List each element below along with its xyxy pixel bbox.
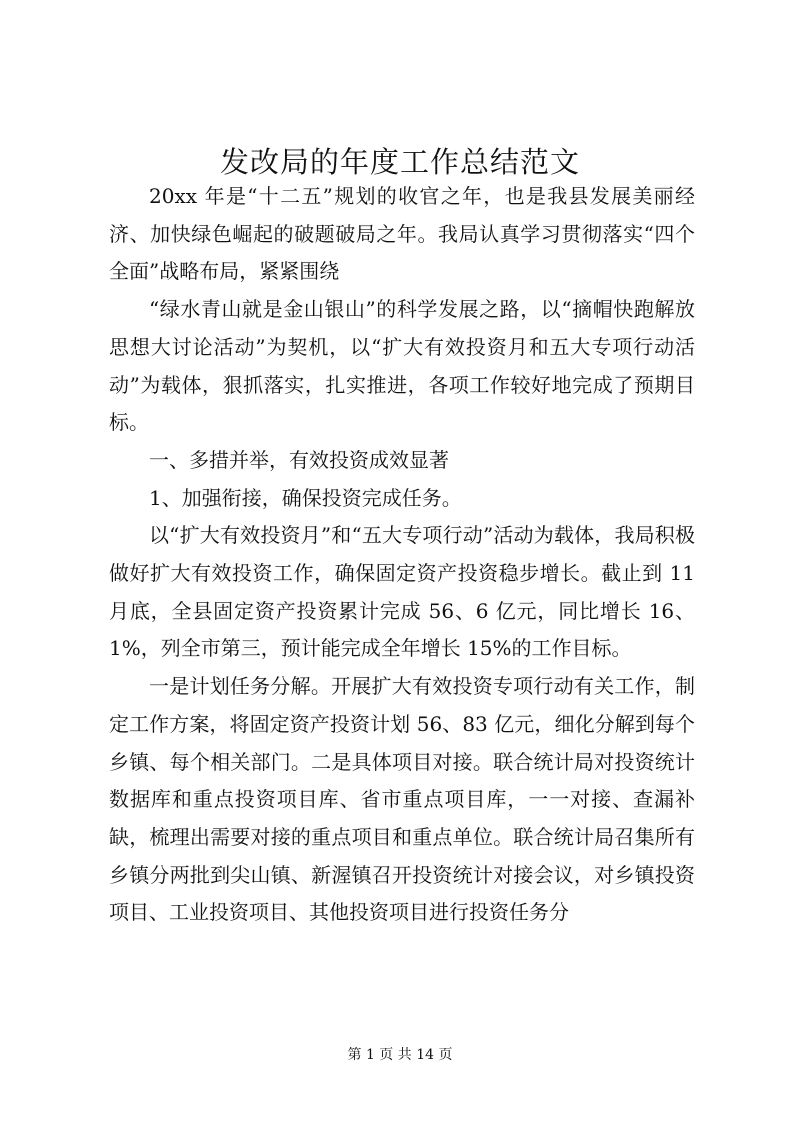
paragraph: 以“扩大有效投资月”和“五大专项行动”活动为载体，我局积极做好扩大有效投资工作，确保固定资产投资稳步增长。截止到 11 月底，全县固定资产投资累计完成 56、6 亿元，同比增长 16、1%，列全市第三，预计能完成全年增长 15%的工作目标。 — [109, 523, 695, 661]
paragraph: 一是计划任务分解。开展扩大有效投资专项行动有关工作，制定工作方案，将固定资产投资计划 56、83 亿元，细化分解到每个乡镇、每个相关部门。二是具体项目对接。联合统计局对投资统计数据库和重点投资项目库、省市重点项目库，一一对接、查漏补缺，梳理出需要对接的重点项目和重点单位。联合统计局召集所有乡镇分两批到尖山镇、新渥镇召开投资统计对接会议，对乡镇投资项目、工业投资项目、其他投资项目进行投资任务分 — [109, 674, 695, 925]
paragraph: 20xx 年是“十二五”规划的收官之年，也是我县发展美丽经济、加快绿色崛起的破题破局之年。我局认真学习贯彻落实“四个全面”战略布局，紧紧围绕 — [109, 184, 695, 284]
document-title: 发改局的年度工作总结范文 — [219, 145, 580, 179]
subsection-heading: 1、加强衔接，确保投资完成任务。 — [149, 485, 462, 510]
document-body — [109, 178, 695, 932]
page-number-footer: 第 1 页 共 14 页 — [347, 1047, 453, 1063]
section-heading: 一、多措并举，有效投资成效显著 — [149, 447, 449, 472]
paragraph: “绿水青山就是金山银山”的科学发展之路，以“摘帽快跑解放思想大讨论活动”为契机，以“扩大有效投资月和五大专项行动活动”为载体，狠抓落实，扎实推进，各项工作较好地完成了预期目标。 — [109, 297, 695, 435]
